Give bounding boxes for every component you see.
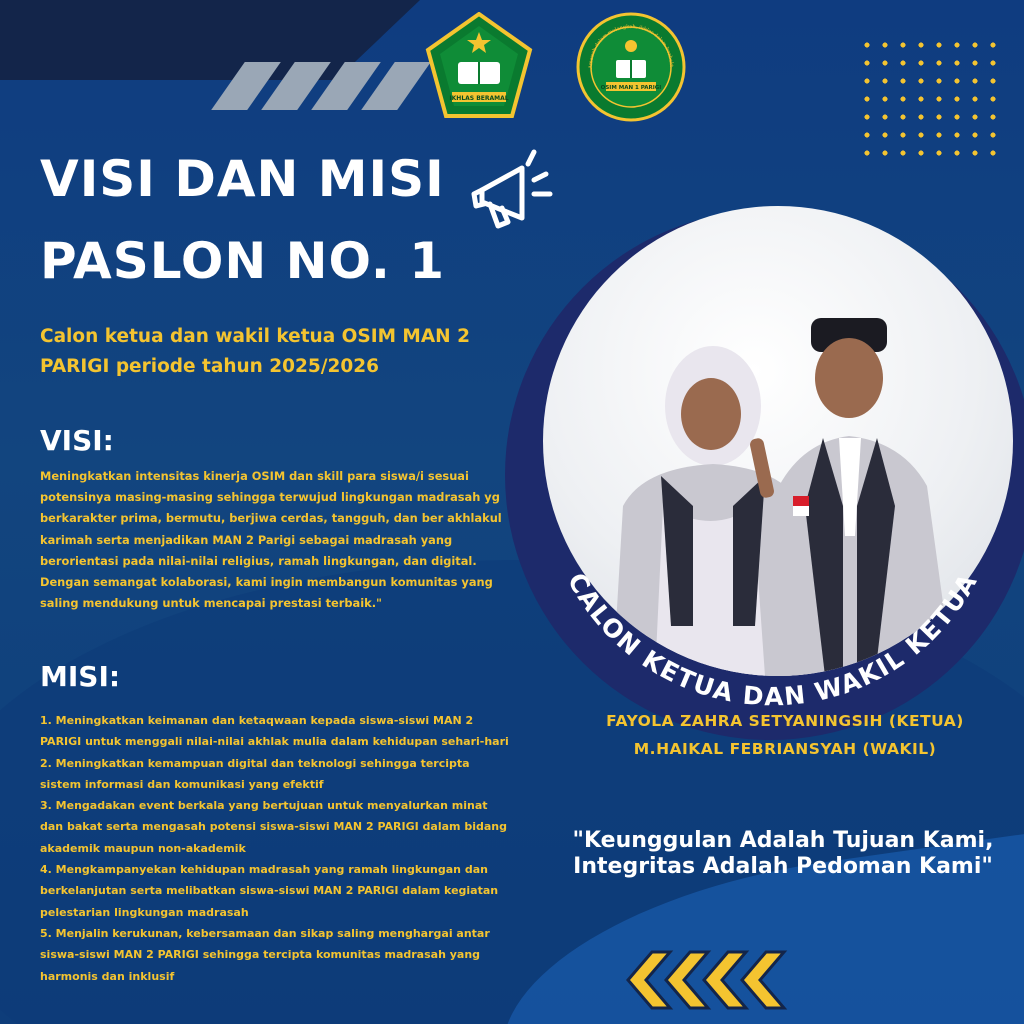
misi-item: 2. Meningkatkan kemampuan digital dan teknologi sehingga tercipta sistem informasi dan komunikasi yang efektif — [40, 756, 470, 791]
kementerian-agama-logo — [424, 12, 534, 122]
misi-item: 5. Menjalin kerukunan, kebersamaan dan sikap saling menghargai antar siswa-siswi MAN 2 PARIGI sehingga tercipta komunitas madrasah yang harmonis dan inklusif — [40, 926, 490, 983]
decorative-dot-grid — [858, 36, 998, 166]
logo-right-motto: Amanah dalam melangkah, ikhlas dalam berbakt — [587, 23, 675, 69]
misi-list — [40, 710, 510, 987]
osim-logo — [576, 12, 686, 122]
candidate-wakil-name: M.HAIKAL FEBRIANSYAH (WAKIL) — [633, 740, 937, 758]
candidate-ketua-name: FAYOLA ZAHRA SETYANINGSIH (KETUA) — [606, 712, 964, 730]
slogan-quote — [548, 828, 1018, 880]
logo-left-text: IKHLAS BERAMAL — [449, 95, 509, 102]
misi-item: 4. Mengkampanyekan kehidupan madrasah yang ramah lingkungan dan berkelanjutan serta melibatkan siswa-siswi MAN 2 PARIGI dalam kegiatan pelestarian lingkungan madrasah — [40, 863, 499, 919]
logo-right-text: OSIM MAN 1 PARIGI — [600, 85, 662, 91]
visi-heading: VISI: — [40, 424, 114, 457]
misi-item: 3. Mengadakan event berkala yang bertujuan untuk menyalurkan minat dan bakat serta mengasah potensi siswa-siswi MAN 2 PARIGI dalam bidang akademik maupun non-akademik — [40, 799, 507, 855]
chevron-left-icon — [622, 950, 792, 1010]
visi-text: Meningkatkan intensitas kinerja OSIM dan skill para siswa/i sesuai potensinya masing-masing sehingga terwujud lingkungan madrasah yg berkarakter prima, bermutu, berjiwa cerdas, tangguh, dan ber akhlakul karimah serta menjadikan MAN 2 Parigi sebagai madrasah yang berorientasi pada nilai-nilai religius, ramah lingkungan, dan digital. Dengan semangat kolaborasi, kami ingin membangun komunitas yang saling mendukung untuk mencapai prestasi terbaik." — [40, 469, 502, 611]
arc-label — [505, 210, 1024, 740]
decorative-stripes — [210, 62, 440, 110]
title-line1: VISI DAN MISI — [40, 150, 445, 208]
misi-heading: MISI: — [40, 660, 121, 693]
svg-text:CALON KETUA DAN WAKIL KETUA — [562, 568, 983, 711]
subtitle: Calon ketua dan wakil ketua OSIM MAN 2 PARIGI periode tahun 2025/2026 — [40, 326, 470, 377]
arc-label-text: CALON KETUA DAN WAKIL KETUA — [561, 567, 984, 712]
slogan-line1: "Keunggulan Adalah Tujuan Kami, — [572, 828, 994, 853]
slogan-line2: Integritas Adalah Pedoman Kami" — [573, 854, 993, 879]
title-line2: PASLON NO. 1 — [40, 232, 446, 290]
misi-item: 1. Meningkatkan keimanan dan ketaqwaan kepada siswa-siswi MAN 2 PARIGI untuk menggali nilai-nilai akhlak mulia dalam kehidupan sehari-hari — [40, 714, 509, 749]
